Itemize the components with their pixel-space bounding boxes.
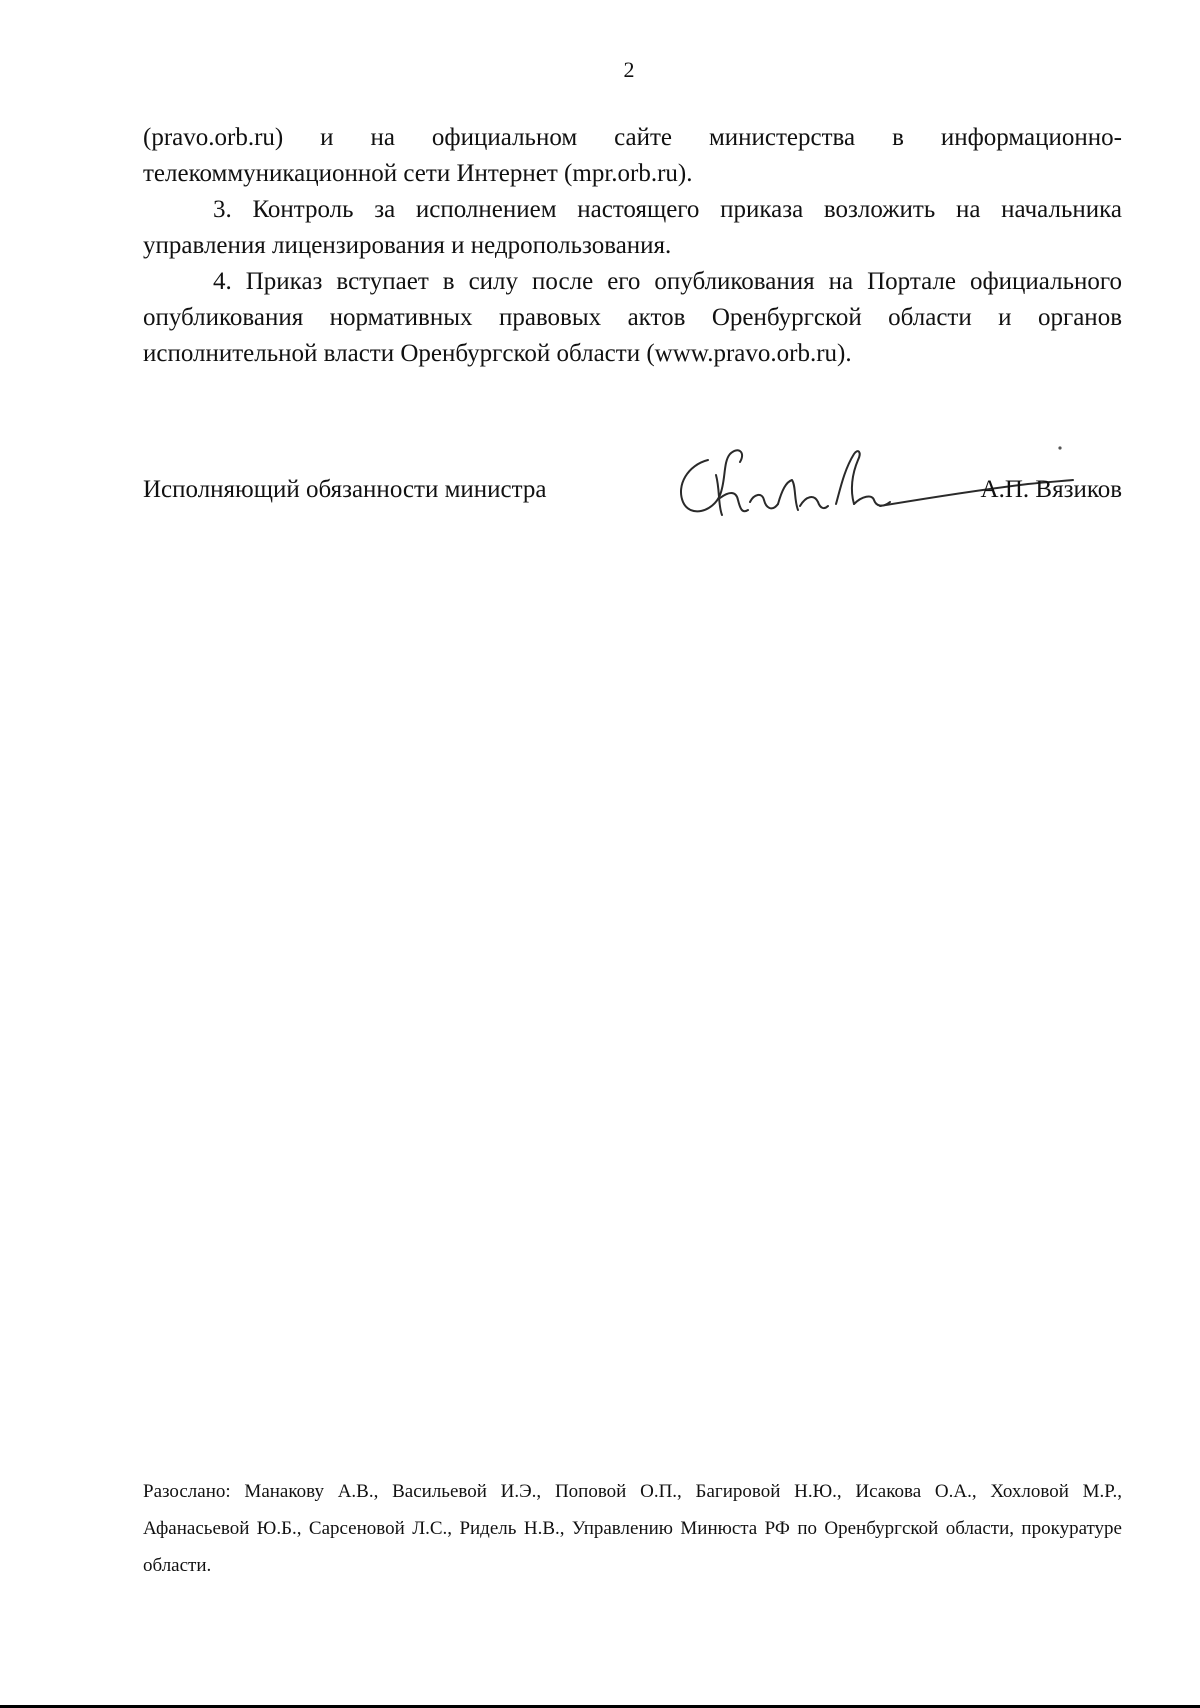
signature-block — [143, 440, 1122, 530]
page-number: 2 — [623, 57, 635, 82]
signatory-position: Исполняющий обязанности министра — [143, 476, 547, 503]
distribution-text: Разослано: Манакову А.В., Васильевой И.Э., Поповой О.П., Багировой Н.Ю., Исакова О.А., Хохловой М.Р., Афанасьевой Ю.Б., Сарсеновой Л.С., Ридель Н.В., Управлению Минюста РФ по Оренбургской области, прокуратуре области. — [143, 1481, 1122, 1576]
paragraph-continuation: (pravo.orb.ru) и на официальном сайте министерства в информационно-телекоммуникационной сети Интернет (mpr.orb.ru). — [143, 124, 1122, 187]
distribution-list — [143, 1473, 1122, 1584]
signatory-name: А.П. Вязиков — [980, 476, 1122, 503]
document-body — [143, 120, 1122, 372]
paragraph-item-4: 4. Приказ вступает в силу после его опубликования на Портале официального опубликования нормативных правовых актов Оренбургской области и органов исполнительной власти Оренбургской области (www.pravo.orb.ru). — [143, 268, 1122, 367]
paragraph-item-3: 3. Контроль за исполнением настоящего приказа возложить на начальника управления лицензирования и недропользования. — [143, 196, 1122, 259]
